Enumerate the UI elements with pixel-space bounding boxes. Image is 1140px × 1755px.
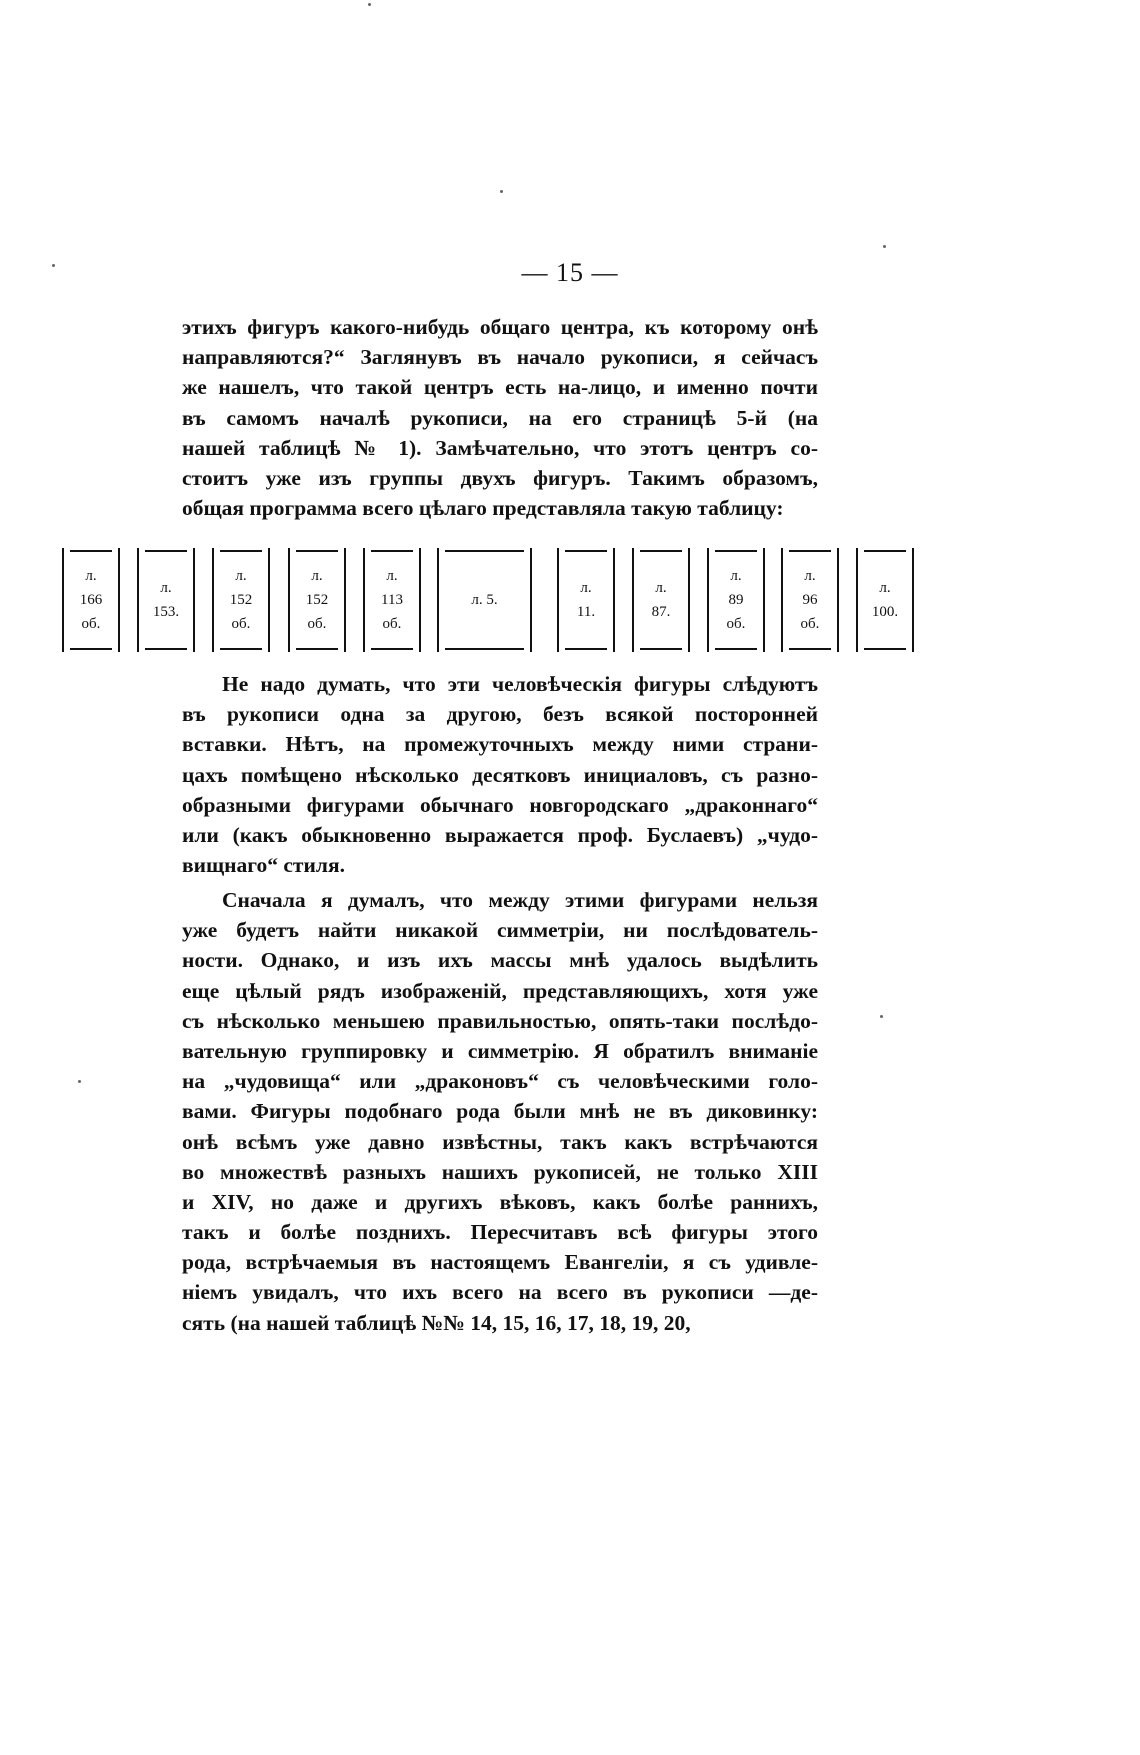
folio-box [62, 548, 120, 652]
scan-speck [880, 1015, 883, 1018]
text-line: такъ и болѣе позднихъ. Пересчитавъ всѣ фигуры этого [182, 1220, 818, 1245]
scan-speck [52, 264, 55, 267]
folio-label: об. [81, 616, 101, 632]
folio-label: 87. [651, 604, 671, 620]
folio-box [856, 548, 914, 652]
folio-box [632, 548, 690, 652]
folio-box [781, 548, 839, 652]
folio-box [288, 548, 346, 652]
folio-label: об. [307, 616, 327, 632]
folio-label: л. [879, 580, 891, 596]
folio-label: 100. [871, 604, 899, 620]
folio-label: об. [382, 616, 402, 632]
text-line: образными фигурами обычнаго новгородскаго „драконнаго“ [182, 792, 818, 817]
text-line: стоитъ уже изъ группы двухъ фигуръ. Такимъ образомъ, [182, 465, 818, 490]
text-line: направляются?“ Заглянувъ въ начало рукописи, я сейчасъ [182, 345, 818, 370]
folio-label: 152 [305, 592, 329, 608]
folio-box [707, 548, 765, 652]
folio-label: л. 5. [471, 592, 498, 608]
paragraph-1 [182, 312, 818, 523]
folio-label: 113 [381, 592, 403, 608]
folio-label: 153. [152, 604, 180, 620]
scan-speck [368, 3, 371, 6]
text-line: цахъ помѣщено нѣсколько десятковъ инициаловъ, съ разно- [182, 762, 818, 787]
text-line: рода, встрѣчаемыя въ настоящемъ Евангеліи, я съ удивле- [182, 1250, 818, 1275]
folio-label: л. [580, 580, 592, 596]
scan-speck [500, 190, 503, 193]
text-line: на „чудовища“ или „драконовъ“ съ человѣческими голо- [182, 1069, 818, 1094]
text-line: этихъ фигуръ какого-нибудь общаго центра, къ которому онѣ [182, 315, 818, 339]
folio-box [437, 548, 532, 652]
folio-label: л. [235, 568, 247, 584]
text-line: вставки. Нѣтъ, на промежуточныхъ между ними страни- [182, 732, 818, 757]
text-line: вами. Фигуры подобнаго рода были мнѣ не въ диковинку: [182, 1099, 818, 1124]
folio-label: 89 [728, 592, 744, 608]
text-line: Сначала я думалъ, что между этими фигурами нельзя [222, 888, 818, 912]
text-line: во множествѣ разныхъ нашихъ рукописей, не только XIII [182, 1159, 818, 1184]
scan-speck [883, 245, 886, 248]
text-line: вищнаго“ стиля. [182, 853, 345, 878]
text-line: онѣ всѣмъ уже давно извѣстны, такъ какъ встрѣчаются [182, 1129, 818, 1154]
text-line: ности. Однако, и изъ ихъ массы мнѣ удалось выдѣлить [182, 948, 818, 973]
folio-label: 152 [229, 592, 253, 608]
folio-label: л. [804, 568, 816, 584]
page-number: — 15 — [521, 258, 619, 287]
text-line: или (какъ обыкновенно выражается проф. Буслаевъ) „чудо- [182, 822, 818, 847]
text-line: нашей таблицѣ № 1). Замѣчательно, что этотъ центръ со- [182, 435, 818, 460]
folio-label: л. [85, 568, 97, 584]
scan-speck [78, 1080, 81, 1083]
text-line: вательную группировку и симметрію. Я обратилъ вниманіе [182, 1038, 818, 1063]
folio-table [0, 548, 1140, 656]
text-line: въ самомъ началѣ рукописи, на его страницѣ 5-й (на [182, 405, 818, 430]
text-line: общая программа всего цѣлаго представляла такую таблицу: [182, 496, 784, 521]
folio-label: 166 [79, 592, 103, 608]
paragraph-2 [182, 669, 818, 880]
paragraph-3 [182, 885, 818, 1338]
text-line: ніемъ увидалъ, что ихъ всего на всего въ рукописи —де- [182, 1280, 818, 1305]
folio-box [137, 548, 195, 652]
folio-label: 96 [802, 592, 818, 608]
text-line: Не надо думать, что эти человѣческія фигуры слѣдуютъ [222, 672, 818, 696]
folio-label: л. [386, 568, 398, 584]
folio-label: об. [231, 616, 251, 632]
folio-label: л. [160, 580, 172, 596]
text-line: уже будетъ найти никакой симметріи, ни послѣдователь- [182, 918, 818, 943]
folio-label: л. [730, 568, 742, 584]
folio-label: об. [726, 616, 746, 632]
text-line: сять (на нашей таблицѣ №№ 14, 15, 16, 17, 18, 19, 20, [182, 1310, 691, 1335]
folio-label: об. [800, 616, 820, 632]
text-line: съ нѣсколько меньшею правильностью, опять-таки послѣдо- [182, 1008, 818, 1033]
folio-box [363, 548, 421, 652]
folio-label: 11. [576, 604, 596, 620]
text-line: въ рукописи одна за другою, безъ всякой посторонней [182, 702, 818, 727]
folio-label: л. [655, 580, 667, 596]
text-line: еще цѣлый рядъ изображеній, представляющихъ, хотя уже [182, 978, 818, 1003]
text-line: и XIV, но даже и другихъ вѣковъ, какъ болѣе раннихъ, [182, 1189, 818, 1214]
folio-box [557, 548, 615, 652]
text-line: же нашелъ, что такой центръ есть на-лицо, и именно почти [182, 375, 818, 400]
folio-label: л. [311, 568, 323, 584]
folio-box [212, 548, 270, 652]
